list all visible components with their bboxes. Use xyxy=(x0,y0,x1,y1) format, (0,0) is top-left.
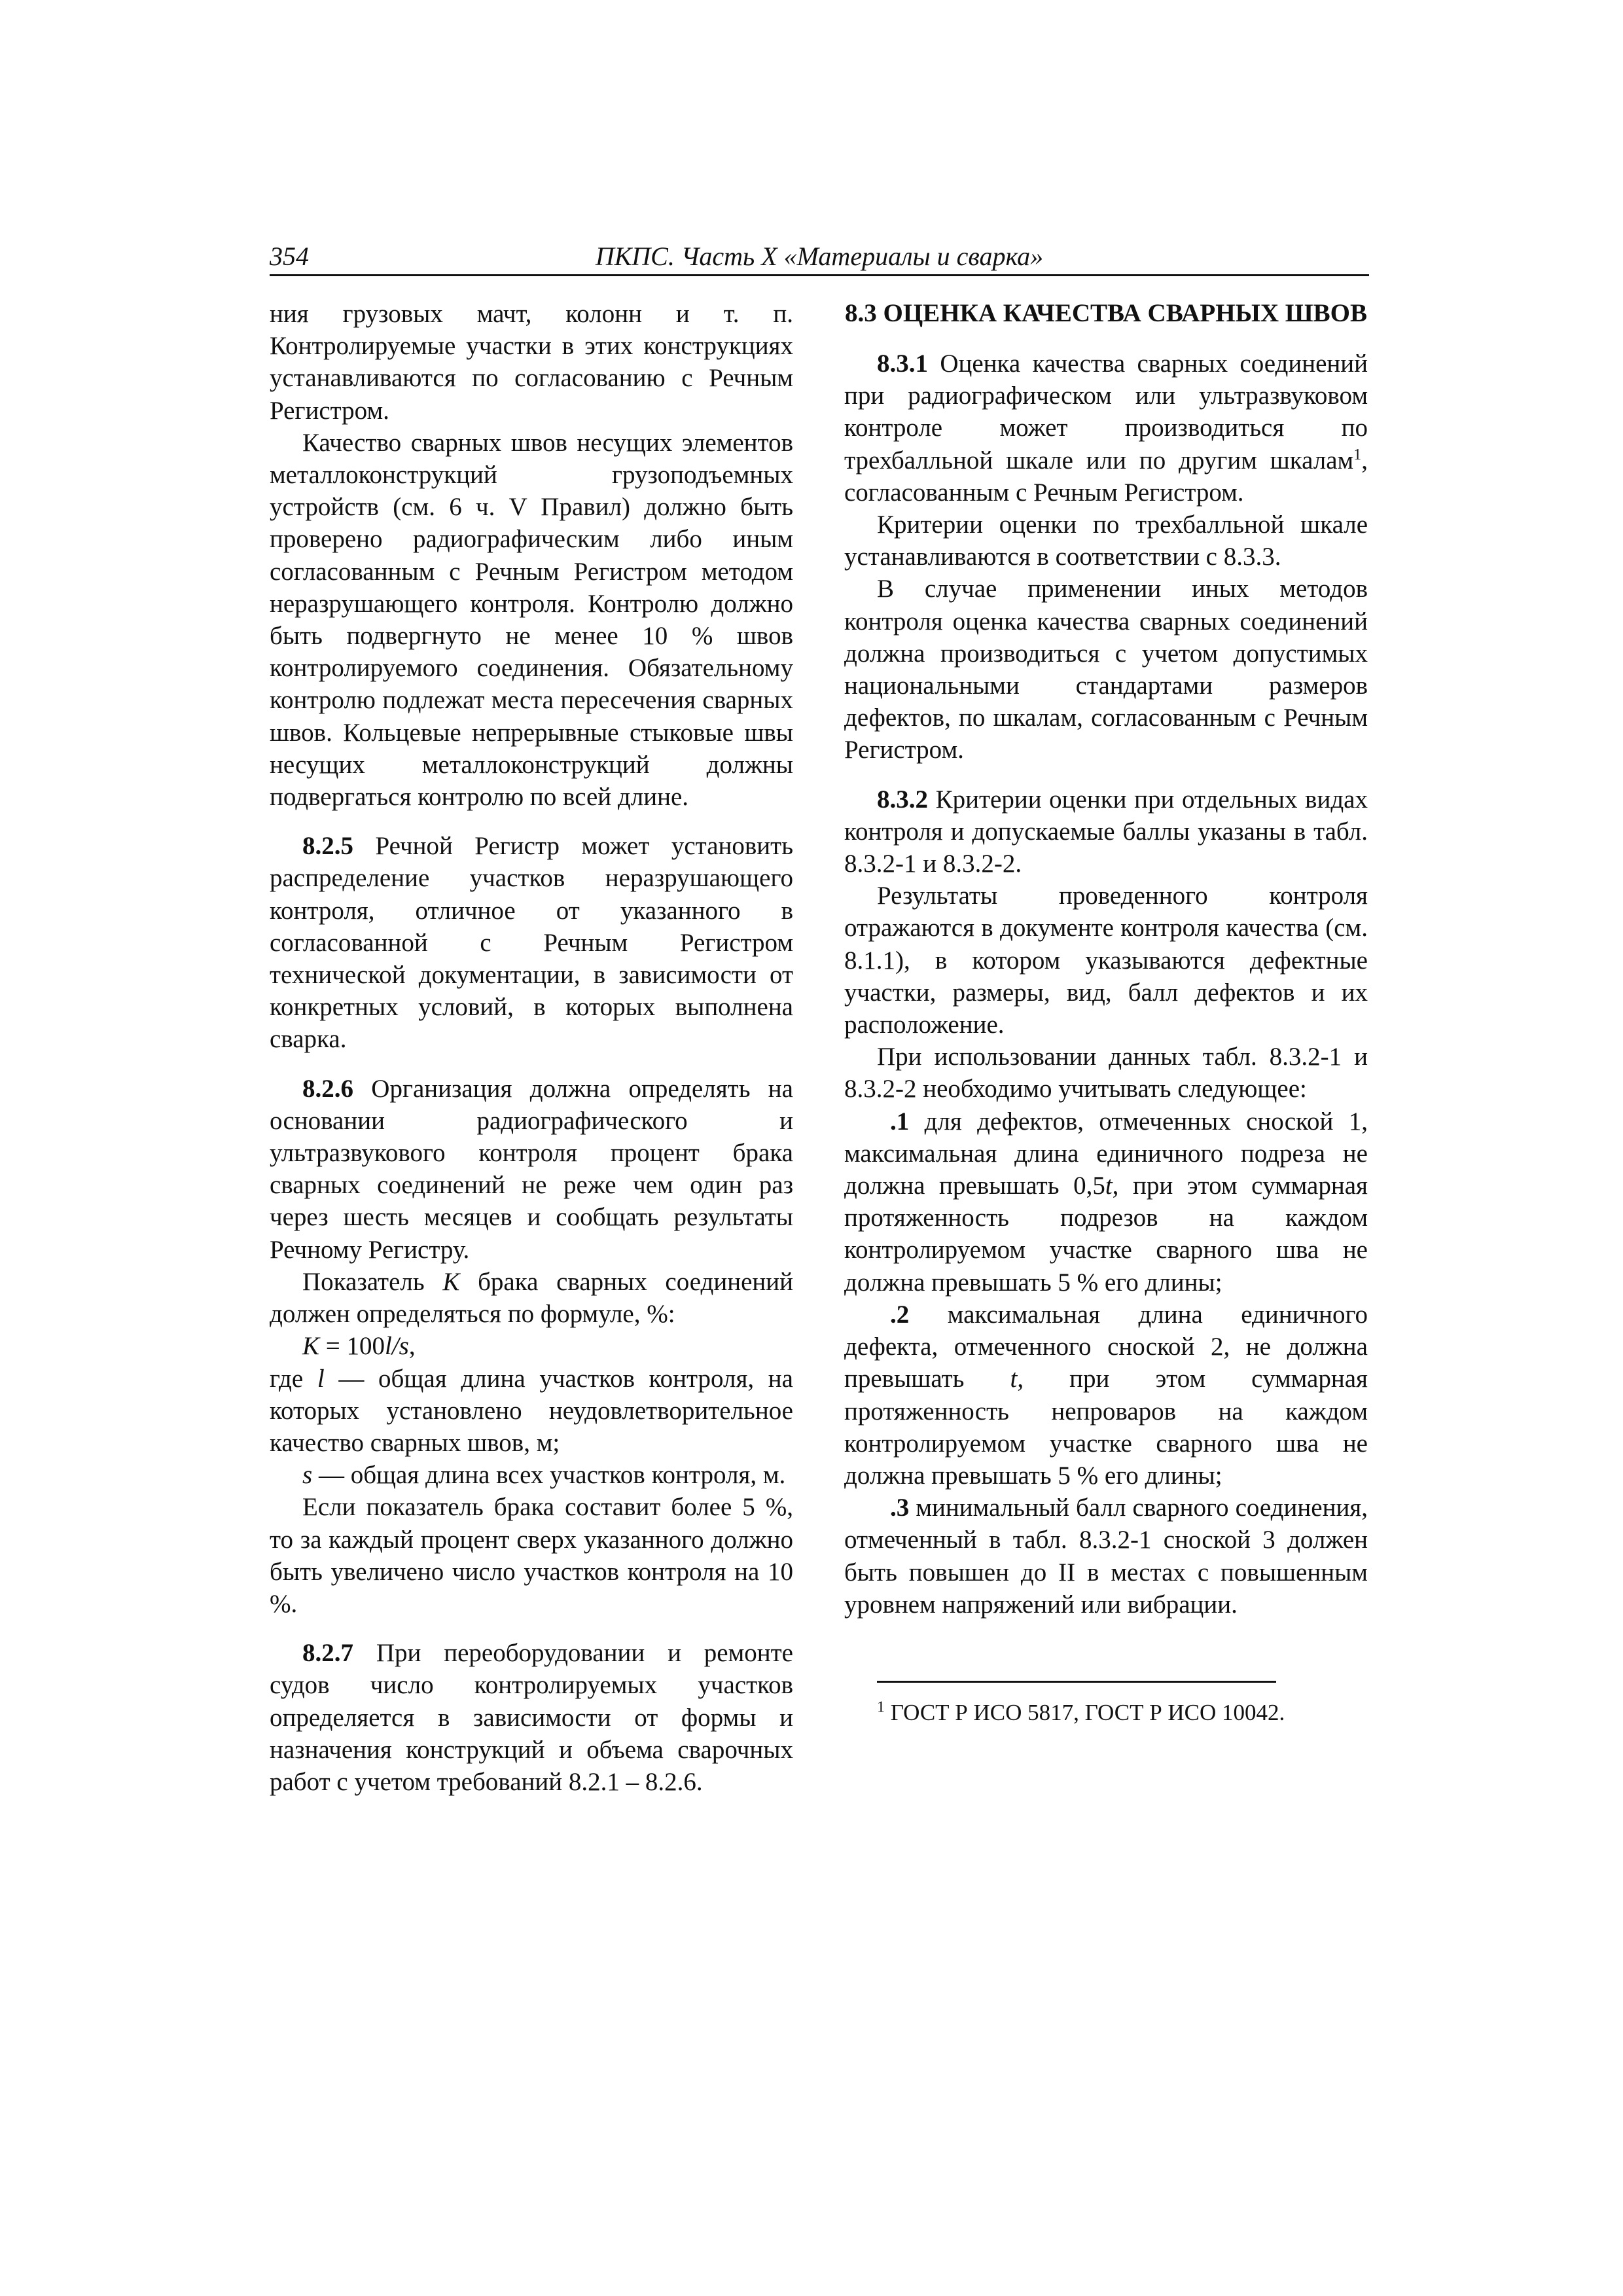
clause-8-2-7 xyxy=(270,1637,793,1798)
formula xyxy=(270,1330,793,1362)
list-item-1 xyxy=(844,1105,1368,1299)
item-number: .1 xyxy=(890,1107,910,1136)
symbol-k: K xyxy=(442,1267,460,1296)
symbol-t: t xyxy=(1010,1365,1018,1393)
paragraph-defect-index xyxy=(270,1266,793,1330)
text: где xyxy=(270,1364,317,1393)
item-text: максимальная длина единичного дефекта, отмеченного сноской 2, не должна превышать xyxy=(844,1300,1368,1393)
formula-eq: = 100 xyxy=(319,1332,385,1361)
running-header xyxy=(270,237,1369,276)
definition-s xyxy=(270,1459,793,1491)
footnote-text: ГОСТ Р ИСО 5817, ГОСТ Р ИСО 10042. xyxy=(885,1699,1285,1725)
clause-text: Речной Регистр может установить распределение участков неразрушающего контроля, отличное от указанного в согласованной с Речным Регистром технической документации, в зависимости от конкретных условий, в которых выполнена сварка. xyxy=(270,832,793,1054)
clause-8-2-6 xyxy=(270,1073,793,1266)
list-item-2 xyxy=(844,1299,1368,1492)
footnote xyxy=(844,1698,1368,1727)
clause-text: Критерии оценки при отдельных видах контроля и допускаемые баллы указаны в табл. 8.3.2-1 и 8.3.2-2. xyxy=(844,785,1368,878)
paragraph: В случае применении иных методов контроля оценка качества сварных соединений должна производиться с учетом допустимых национальными стандартами размеров дефектов, по шкалам, согласованным с Речным Регистром. xyxy=(844,575,1368,764)
text: — общая длина всех участков контроля, м. xyxy=(312,1461,786,1490)
clause-number: 8.2.6 xyxy=(302,1074,353,1103)
item-text: для дефектов, отмеченных сноской 1, максимальная длина единичного подреза не должна превышать 0,5 xyxy=(844,1107,1368,1200)
symbol-l: l xyxy=(317,1364,325,1393)
text: Показатель xyxy=(302,1267,443,1296)
clause-text: , согласованным с Речным Регистром. xyxy=(844,446,1368,507)
paragraph: Качество сварных швов несущих элементов металлоконструкций грузоподъемных устройств (см. 6 ч. V Правил) должно быть проверено радиографическим либо иным согласованным с Речным Регистром методом неразрушающего контроля. Контролю должно быть подвергнуто не менее 10 % швов контролируемого соединения. Обязательному контролю подлежат места пересечения сварных швов. Кольцевые непрерывные стыковые швы несущих металлоконструкций должны подвергаться контролю по всей длине. xyxy=(270,428,793,812)
clause-text: Оценка качества сварных соединений при радиографическом или ультразвуковом контроле может производиться по трехбалльной шкале или по другим шкалам xyxy=(844,350,1368,475)
footnote-divider xyxy=(877,1681,1276,1683)
item-text: минимальный балл сварного соединения, отмеченный в табл. 8.3.2-1 сноской 3 должен быть повышен до II в местах с повышенным уровнем напряжений или вибрации. xyxy=(844,1494,1368,1619)
symbol-t: t xyxy=(1105,1172,1113,1200)
clause-number: 8.2.7 xyxy=(302,1639,353,1668)
definition-l xyxy=(270,1363,793,1460)
paragraph: Критерии оценки по трехбалльной шкале устанавливаются в соответствии с 8.3.3. xyxy=(844,511,1368,571)
clause-text: Организация должна определять на основании радиографического и ультразвукового контроля процент брака сварных соединений не реже чем один раз через шесть месяцев и сообщать результаты Речному Регистру. xyxy=(270,1074,793,1264)
paragraph: ния грузовых мачт, колонн и т. п. Контролируемые участки в этих конструкциях устанавливаются по согласованию с Речным Регистром. xyxy=(270,300,793,425)
clause-number: 8.3.2 xyxy=(877,785,928,814)
running-title: ПКПС. Часть X «Материалы и сварка» xyxy=(595,242,1044,271)
symbol-s: s xyxy=(302,1461,313,1490)
clause-8-2-5 xyxy=(270,830,793,1055)
right-column xyxy=(844,298,1368,1727)
clause-8-3-2 xyxy=(844,783,1368,880)
left-column xyxy=(270,298,793,1798)
text: брака сварных соединений должен определяться по формуле, %: xyxy=(270,1267,794,1329)
footnote-mark: 1 xyxy=(877,1698,885,1716)
page-number: 354 xyxy=(270,242,309,271)
footnote-ref: 1 xyxy=(1353,446,1362,463)
section-title: 8.3 ОЦЕНКА КАЧЕСТВА СВАРНЫХ ШВОВ xyxy=(845,299,1367,327)
paragraph: Если показатель брака составит более 5 %, то за каждый процент сверх указанного должно быть увеличено число участков контроля на 10 %. xyxy=(270,1493,793,1618)
text: — общая длина участков контроля, на которых установлено неудовлетворительное качество сварных швов, м; xyxy=(270,1364,793,1457)
formula-ls: l/s xyxy=(385,1332,409,1361)
item-text: , при этом суммарная протяженность подрезов на каждом контролируемом участке сварного шва не должна превышать 5 % его длины; xyxy=(844,1172,1368,1297)
clause-8-3-1 xyxy=(844,348,1368,509)
clause-number: 8.2.5 xyxy=(302,832,353,861)
paragraph: Результаты проведенного контроля отражаются в документе контроля качества (см. 8.1.1), в котором указываются дефектные участки, размеры, вид, балл дефектов и их расположение. xyxy=(844,882,1368,1039)
clause-text: При переоборудовании и ремонте судов число контролируемых участков определяется в зависимости от формы и назначения конструкций и объема сварочных работ с учетом требований 8.2.1 – 8.2.6. xyxy=(270,1639,793,1796)
formula-k: K xyxy=(302,1332,320,1361)
item-number: .3 xyxy=(890,1494,910,1522)
formula-comma: , xyxy=(408,1332,416,1361)
clause-number: 8.3.1 xyxy=(877,350,928,378)
item-text: , при этом суммарная протяженность непроваров на каждом контролируемом участке сварного шва не должна превышать 5 % его длины; xyxy=(844,1365,1368,1490)
paragraph: При использовании данных табл. 8.3.2-1 и 8.3.2-2 необходимо учитывать следующее: xyxy=(844,1043,1368,1103)
item-number: .2 xyxy=(890,1300,910,1329)
list-item-3 xyxy=(844,1492,1368,1621)
